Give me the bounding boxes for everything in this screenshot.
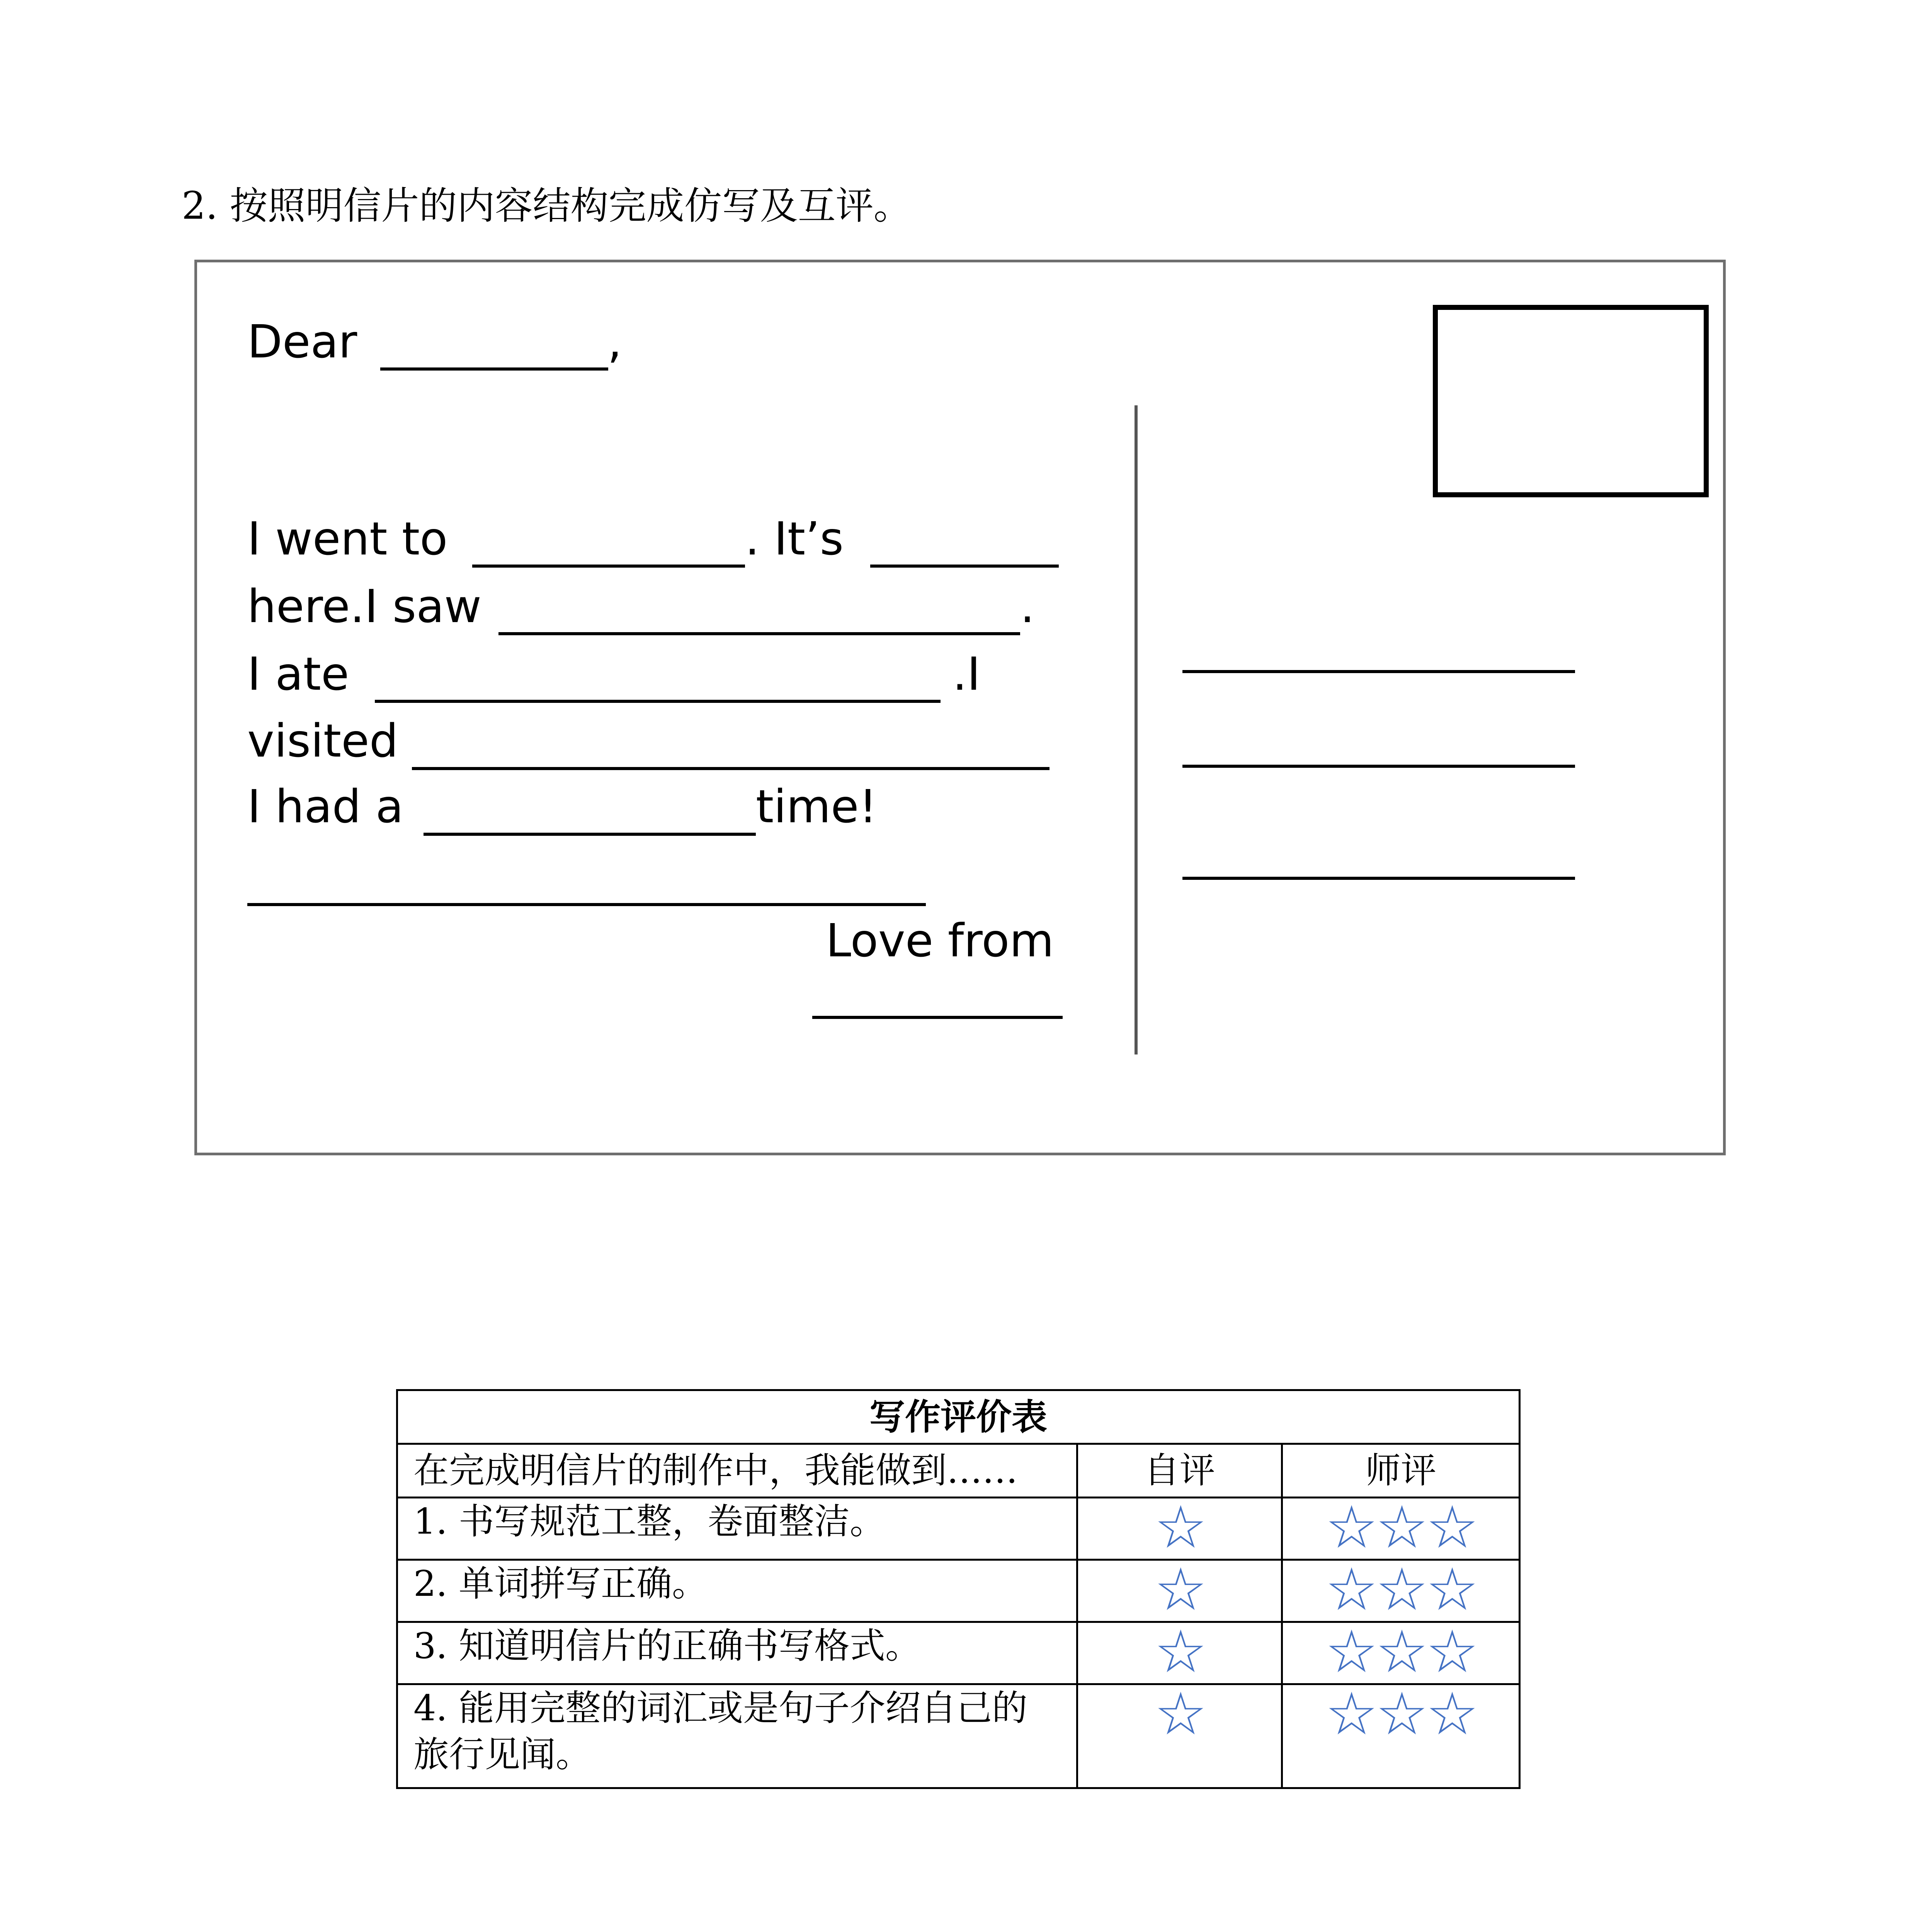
teacher-rating-stars[interactable]: ☆☆☆ xyxy=(1325,1493,1476,1561)
saw-blank[interactable] xyxy=(498,632,1020,635)
postcard-divider xyxy=(1135,405,1138,1054)
closing-sentence-blank[interactable] xyxy=(247,903,926,906)
its-text: . It’s xyxy=(745,512,844,565)
here-saw-text: here.I saw xyxy=(247,580,482,633)
greeting-text: Dear xyxy=(247,315,357,368)
table-row xyxy=(397,1622,1520,1684)
stamp-box xyxy=(1433,305,1709,497)
saw-period: . xyxy=(1020,580,1035,633)
table-row xyxy=(397,1560,1520,1622)
criteria-text: 3. 知道明信片的正确书写格式。 xyxy=(397,1622,1077,1684)
signature-blank[interactable] xyxy=(812,1016,1063,1019)
ate-period-i: .I xyxy=(953,647,981,701)
adjective-blank[interactable] xyxy=(424,833,756,836)
teacher-rating-stars[interactable]: ☆☆☆ xyxy=(1325,1555,1476,1624)
address-line-2[interactable] xyxy=(1182,765,1575,768)
time-text: time! xyxy=(756,780,877,833)
went-to-text: I went to xyxy=(247,512,448,565)
criteria-text: 2. 单词拼写正确。 xyxy=(397,1560,1077,1622)
self-rating-stars[interactable]: ☆ xyxy=(1154,1680,1205,1748)
recipient-blank[interactable] xyxy=(380,367,608,371)
table-row xyxy=(397,1684,1520,1788)
self-rating-stars[interactable]: ☆ xyxy=(1154,1493,1205,1561)
weather-blank[interactable] xyxy=(870,565,1059,568)
writing-evaluation-table xyxy=(396,1389,1521,1789)
self-rating-stars[interactable]: ☆ xyxy=(1154,1617,1205,1686)
place-blank[interactable] xyxy=(472,565,745,568)
address-line-1[interactable] xyxy=(1182,670,1575,673)
self-rating-stars[interactable]: ☆ xyxy=(1154,1555,1205,1624)
exercise-instruction: 2. 按照明信片的内容结构完成仿写及互评。 xyxy=(182,184,912,228)
visited-blank[interactable] xyxy=(412,767,1050,770)
ate-blank[interactable] xyxy=(375,700,941,703)
love-from-text: Love from xyxy=(826,914,1054,967)
criteria-text: 1. 书写规范工整，卷面整洁。 xyxy=(397,1498,1077,1560)
postcard xyxy=(194,260,1726,1155)
address-line-3[interactable] xyxy=(1182,877,1575,880)
teacher-rating-stars[interactable]: ☆☆☆ xyxy=(1325,1617,1476,1686)
greeting-comma: , xyxy=(607,315,622,368)
ate-text: I ate xyxy=(247,647,349,701)
table-row xyxy=(397,1498,1520,1560)
criteria-text: 4. 能用完整的词汇或是句子介绍自己的旅行见闻。 xyxy=(397,1684,1077,1788)
teacher-eval-header: 师评 xyxy=(1282,1444,1520,1498)
teacher-rating-stars[interactable]: ☆☆☆ xyxy=(1325,1680,1476,1748)
evaluation-table-title: 写作评价表 xyxy=(397,1390,1520,1444)
criteria-header: 在完成明信片的制作中，我能做到…… xyxy=(397,1444,1077,1498)
had-a-text: I had a xyxy=(247,780,404,833)
self-eval-header: 自评 xyxy=(1077,1444,1282,1498)
visited-text: visited xyxy=(247,714,398,767)
